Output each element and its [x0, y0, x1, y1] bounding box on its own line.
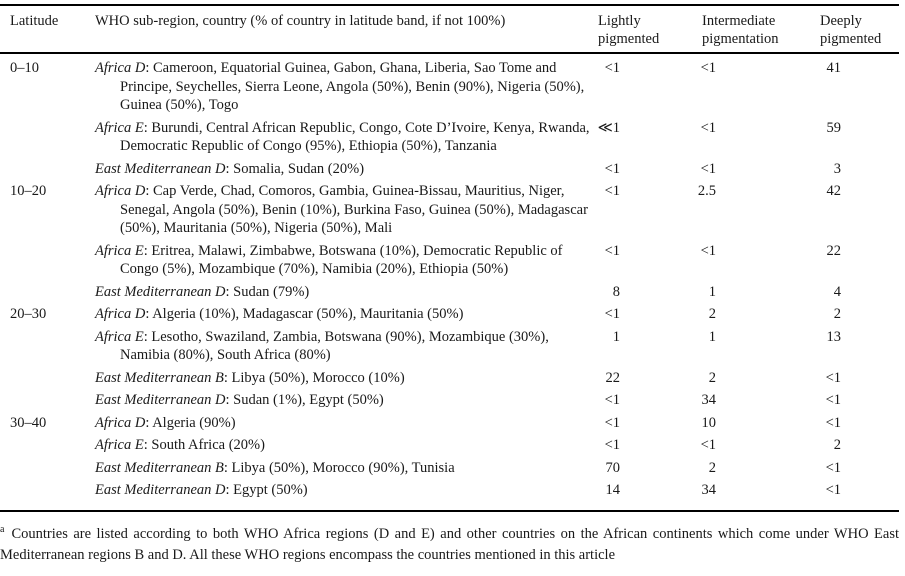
table-row — [0, 369, 899, 388]
deeply-value: <1 — [825, 414, 841, 431]
countries-text: : Somalia, Sudan (20%) — [225, 160, 365, 177]
table-row — [0, 283, 899, 302]
countries-cell — [88, 391, 593, 410]
intermediate-value: 2 — [708, 369, 716, 386]
lightly-value: <1 — [604, 414, 620, 431]
intermediate-value: 1 — [708, 328, 716, 345]
col-header-deeply: Deeply pigmented — [820, 13, 882, 47]
countries-cell — [88, 242, 593, 279]
deeply-value: <1 — [825, 392, 841, 408]
deeply-value: 42 — [826, 183, 841, 199]
deeply-value: 41 — [826, 60, 841, 76]
intermediate-value: 1 — [708, 283, 716, 300]
table-row — [0, 119, 899, 156]
countries-text: : Algeria (90%) — [145, 414, 236, 431]
countries-text: : Algeria (10%), Madagascar (50%), Mauritania (50%) — [145, 306, 464, 322]
countries-text: : Cameroon, Equatorial Guinea, Gabon, Ghana, Liberia, Sao Tome and Principe, Seychelles, Sierra Leone, Angola (50%), Benin (90%), Nigeria (50%), Guinea (50%), Togo — [120, 60, 585, 113]
deeply-value: 2 — [833, 306, 841, 322]
region-label: Africa E — [95, 119, 144, 136]
deeply-value: <1 — [825, 369, 841, 386]
region-label: Africa E — [95, 437, 144, 453]
countries-cell — [88, 414, 593, 433]
countries-text: : Sudan (1%), Egypt (50%) — [225, 392, 384, 408]
deeply-value: 3 — [833, 160, 841, 177]
col-header-subregion: WHO sub-region, country (% of country in latitude band, if not 100%) — [95, 13, 506, 29]
countries-text: : Burundi, Central African Republic, Congo, Cote D’Ivoire, Kenya, Rwanda, Democratic Republic of Congo (95%), Ethiopia (50%), Tanzania — [120, 119, 590, 154]
table-row — [0, 481, 899, 500]
col-header-lightly: Lightly pigmented — [598, 13, 660, 47]
deeply-value: 4 — [833, 283, 841, 300]
col-header-latitude: Latitude — [10, 13, 59, 29]
countries-text: : Egypt (50%) — [225, 482, 308, 498]
latitude-cell — [0, 328, 88, 365]
intermediate-value: <1 — [700, 60, 716, 76]
latitude-cell — [0, 436, 88, 455]
region-label: East Mediterranean D — [95, 283, 226, 300]
intermediate-value: <1 — [700, 437, 716, 453]
deeply-value: <1 — [825, 482, 841, 498]
countries-cell — [88, 305, 593, 324]
latitude-cell — [0, 119, 88, 156]
intermediate-value: <1 — [700, 160, 716, 177]
intermediate-value: 34 — [701, 482, 716, 498]
intermediate-value: 2.5 — [697, 183, 716, 199]
region-label: East Mediterranean B — [95, 459, 224, 476]
countries-cell — [88, 182, 593, 238]
table-row — [0, 414, 899, 433]
table-row — [0, 182, 899, 238]
latitude-cell — [0, 283, 88, 302]
latitude-cell — [0, 160, 88, 179]
countries-cell — [88, 481, 593, 500]
lightly-value: <1 — [604, 160, 620, 177]
latitude-cell — [0, 481, 88, 500]
lightly-value: 22 — [605, 369, 620, 386]
countries-cell — [88, 328, 593, 365]
lightly-value: <1 — [604, 437, 620, 453]
region-label: Africa D — [95, 414, 146, 431]
countries-text: : Libya (50%), Morocco (90%), Tunisia — [223, 459, 455, 476]
table-row — [0, 328, 899, 365]
table-row — [0, 242, 899, 279]
region-label: Africa D — [95, 183, 146, 199]
lightly-value: <1 — [604, 60, 620, 76]
table-footnote — [0, 519, 899, 567]
table-row — [0, 59, 899, 115]
countries-cell — [88, 119, 593, 156]
footnote-text: Countries are listed according to both WHO Africa regions (D and E) and other countries on the African continents which come under WHO East Mediterranean regions B and D. All these WHO regions encompass the countries mentioned in this article — [0, 525, 899, 563]
table-row — [0, 391, 899, 410]
intermediate-value: <1 — [700, 119, 716, 136]
latitude-cell — [0, 369, 88, 388]
deeply-value: 22 — [826, 242, 841, 259]
countries-text: : Libya (50%), Morocco (10%) — [223, 369, 405, 386]
countries-text: : Lesotho, Swaziland, Zambia, Botswana (90%), Mozambique (30%), Namibia (80%), South Africa (80%) — [120, 328, 549, 363]
countries-cell — [88, 59, 593, 115]
intermediate-value: <1 — [700, 242, 716, 259]
table-row — [0, 436, 899, 455]
region-label: East Mediterranean D — [95, 160, 226, 177]
table-row — [0, 305, 899, 324]
region-label: Africa E — [95, 328, 144, 345]
region-label: East Mediterranean D — [95, 482, 226, 498]
intermediate-value: 10 — [701, 414, 716, 431]
footer-separator-rule — [0, 510, 899, 512]
countries-cell — [88, 369, 593, 388]
region-label: Africa D — [95, 60, 146, 76]
region-label: Africa D — [95, 306, 146, 322]
latitude-cell: 20–30 — [10, 306, 47, 322]
latitude-cell: 30–40 — [10, 414, 47, 431]
countries-text: : Sudan (79%) — [225, 283, 310, 300]
lightly-value: 70 — [605, 459, 620, 476]
deeply-value: <1 — [825, 459, 841, 476]
col-header-intermediate: Intermediate pigmentation — [702, 13, 779, 47]
region-label: Africa E — [95, 242, 144, 259]
intermediate-value: 2 — [708, 459, 716, 476]
latitude-cell — [0, 459, 88, 478]
deeply-value: 2 — [833, 437, 841, 453]
deeply-value: 13 — [826, 328, 841, 345]
table-body — [0, 54, 899, 510]
region-label: East Mediterranean D — [95, 392, 226, 408]
latitude-cell: 0–10 — [10, 60, 39, 76]
countries-cell — [88, 436, 593, 455]
countries-cell — [88, 459, 593, 478]
countries-cell — [88, 283, 593, 302]
deeply-value: 59 — [826, 119, 841, 136]
lightly-value: <1 — [604, 392, 620, 408]
table-row — [0, 459, 899, 478]
latitude-cell — [0, 391, 88, 410]
countries-cell — [88, 160, 593, 179]
lightly-value: <1 — [604, 183, 620, 199]
lightly-value: 1 — [612, 328, 620, 345]
countries-text: : South Africa (20%) — [143, 437, 265, 453]
lightly-value: ≪1 — [597, 119, 620, 136]
countries-text: : Cap Verde, Chad, Comoros, Gambia, Guinea-Bissau, Mauritius, Niger, Senegal, Angola (50%), Benin (10%), Burkina Faso, Guinea (50%), Madagascar (50%), Mauritania (50%), Nigeria (50%), Mali — [120, 183, 588, 236]
latitude-cell — [0, 242, 88, 279]
lightly-value: <1 — [604, 306, 620, 322]
lightly-value: 8 — [612, 283, 620, 300]
footnote-marker: a — [0, 523, 5, 535]
latitude-cell: 10–20 — [10, 183, 47, 199]
lightly-value: <1 — [604, 242, 620, 259]
table-header-row — [0, 6, 899, 52]
region-label: East Mediterranean B — [95, 369, 224, 386]
lightly-value: 14 — [605, 482, 620, 498]
intermediate-value: 34 — [701, 392, 716, 408]
table-row — [0, 160, 899, 179]
countries-text: : Eritrea, Malawi, Zimbabwe, Botswana (10%), Democratic Republic of Congo (5%), Mozambique (70%), Namibia (20%), Ethiopia (50%) — [120, 242, 563, 277]
intermediate-value: 2 — [708, 306, 716, 322]
